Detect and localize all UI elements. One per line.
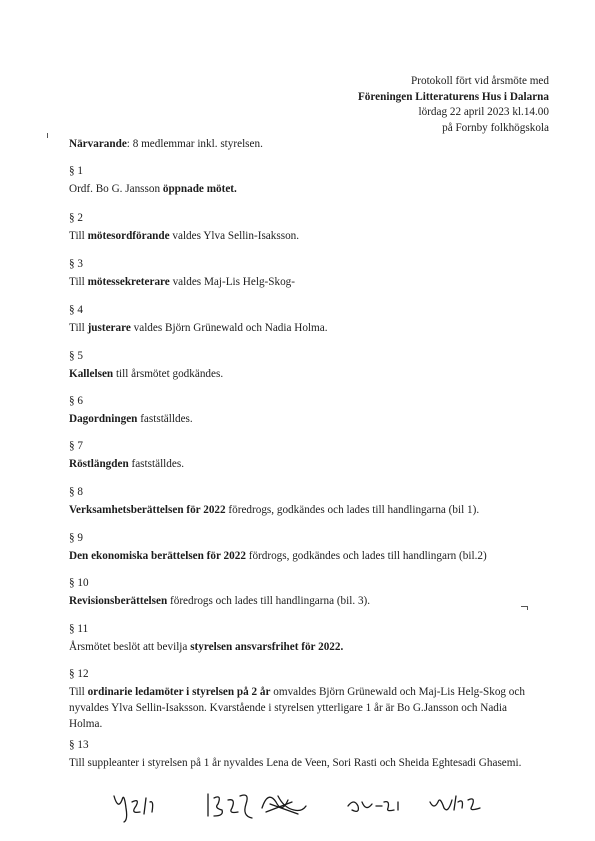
attendance-text: : 8 medlemmar inkl. styrelsen. — [126, 138, 263, 150]
text-segment: Till suppleanter i styrelsen på 1 år nyvaldes Lena de Veen, Sori Rasti och Sheida Eghtesadi Ghasemi. — [69, 757, 522, 769]
section-text — [69, 320, 539, 336]
text-segment: fastställdes. — [128, 458, 184, 470]
header-line-4-text: på Fornby folkhögskola — [442, 121, 549, 134]
section-text — [69, 274, 539, 290]
bold-text: öppnade mötet. — [162, 183, 237, 195]
bold-text: Röstlängden — [69, 458, 129, 470]
text-segment: omvaldes Björn Grünewald och Maj-Lis Helg-Skog och nyvaldes Ylva Sellin-Isaksson. Kvarstående i styrelsen ytterligare 1 år är Bo G.Jansson och Nadia Holma. — [69, 686, 525, 730]
bold-text: Verksamhetsberättelsen för 2022 — [69, 504, 226, 516]
bold-text: mötesordförande — [87, 230, 170, 242]
text-segment: valdes Björn Grünewald och Nadia Holma. — [130, 322, 328, 334]
attendance-line — [69, 137, 263, 151]
signature-1 — [110, 788, 170, 824]
section — [69, 575, 539, 609]
signature-3 — [258, 788, 318, 824]
header-line-4 — [358, 121, 549, 137]
minutes-header — [358, 74, 549, 136]
text-segment: Till — [69, 230, 88, 242]
bold-text: Revisionsberättelsen — [69, 595, 168, 607]
text-segment: Till — [69, 276, 88, 288]
scan-mark — [521, 606, 528, 610]
section-number: § 13 — [69, 739, 89, 751]
header-line-1-text: Protokoll fört vid årsmöte med — [411, 75, 549, 87]
text-segment: Till — [69, 322, 88, 334]
text-segment: föredrogs och lades till handlingarna (bil. 3). — [167, 595, 371, 607]
section-text — [69, 456, 539, 472]
text-segment: valdes Maj-Lis Helg-Skog- — [169, 276, 295, 288]
section-text — [69, 181, 539, 197]
bold-text: Dagordningen — [69, 413, 138, 425]
text-segment: fastställdes. — [137, 413, 193, 425]
section-number: § 9 — [69, 532, 83, 544]
section — [69, 393, 539, 427]
section-number: § 5 — [69, 350, 83, 362]
section — [69, 438, 539, 472]
text-segment: Till — [69, 686, 88, 698]
header-line-1 — [358, 74, 549, 90]
header-line-2 — [358, 90, 549, 106]
header-line-2-text: Föreningen Litteraturens Hus i Dalarna — [357, 90, 549, 103]
bold-text: ordinarie ledamöter i styrelsen på 2 år — [87, 686, 271, 698]
section-text — [69, 366, 539, 382]
bold-text: Kallelsen — [69, 368, 114, 380]
section — [69, 737, 539, 771]
text-segment: till årsmötet godkändes. — [113, 368, 224, 380]
bold-text: justerare — [87, 322, 131, 334]
signature-5 — [428, 788, 498, 824]
section-text — [69, 684, 539, 732]
section — [69, 530, 539, 564]
text-segment: Årsmötet beslöt att bevilja — [69, 641, 191, 653]
signature-4 — [344, 788, 414, 824]
header-line-3 — [358, 105, 549, 121]
section — [69, 348, 539, 382]
section — [69, 163, 539, 197]
section-number: § 3 — [69, 258, 83, 270]
section — [69, 302, 539, 336]
section-text — [69, 228, 539, 244]
bold-text: styrelsen ansvarsfrihet för 2022. — [190, 641, 344, 653]
section — [69, 666, 539, 732]
header-line-3-text: lördag 22 april 2023 kl.14.00 — [418, 106, 549, 119]
bold-text: mötessekreterare — [87, 276, 170, 288]
section-text — [69, 593, 539, 609]
section — [69, 621, 539, 655]
section-number: § 11 — [69, 623, 89, 635]
section-text — [69, 502, 539, 518]
section-number: § 1 — [69, 165, 83, 177]
signatures — [110, 788, 510, 824]
section-number: § 10 — [69, 577, 89, 589]
section-number: § 7 — [69, 440, 83, 452]
section-text — [69, 411, 539, 427]
section-text — [69, 755, 539, 771]
scan-mark — [45, 133, 48, 138]
bold-text: Den ekonomiska berättelsen för 2022 — [69, 550, 246, 562]
section-number: § 6 — [69, 395, 83, 407]
section-number: § 4 — [69, 304, 83, 316]
text-segment: valdes Ylva Sellin-Isaksson. — [169, 230, 300, 242]
section-text — [69, 639, 539, 655]
section — [69, 256, 539, 290]
text-segment: föredrogs, godkändes och lades till handlingarna (bil 1). — [225, 504, 480, 516]
section-number: § 8 — [69, 486, 83, 498]
text-segment: Ordf. Bo G. Jansson — [69, 183, 163, 195]
text-segment: fördrogs, godkändes och lades till handlingarn (bil.2) — [245, 550, 487, 562]
attendance-label: Närvarande — [69, 138, 127, 150]
section-text — [69, 548, 539, 564]
section — [69, 210, 539, 244]
section-number: § 2 — [69, 212, 83, 224]
section-number: § 12 — [69, 668, 89, 680]
signature-2 — [202, 788, 262, 824]
section — [69, 484, 539, 518]
